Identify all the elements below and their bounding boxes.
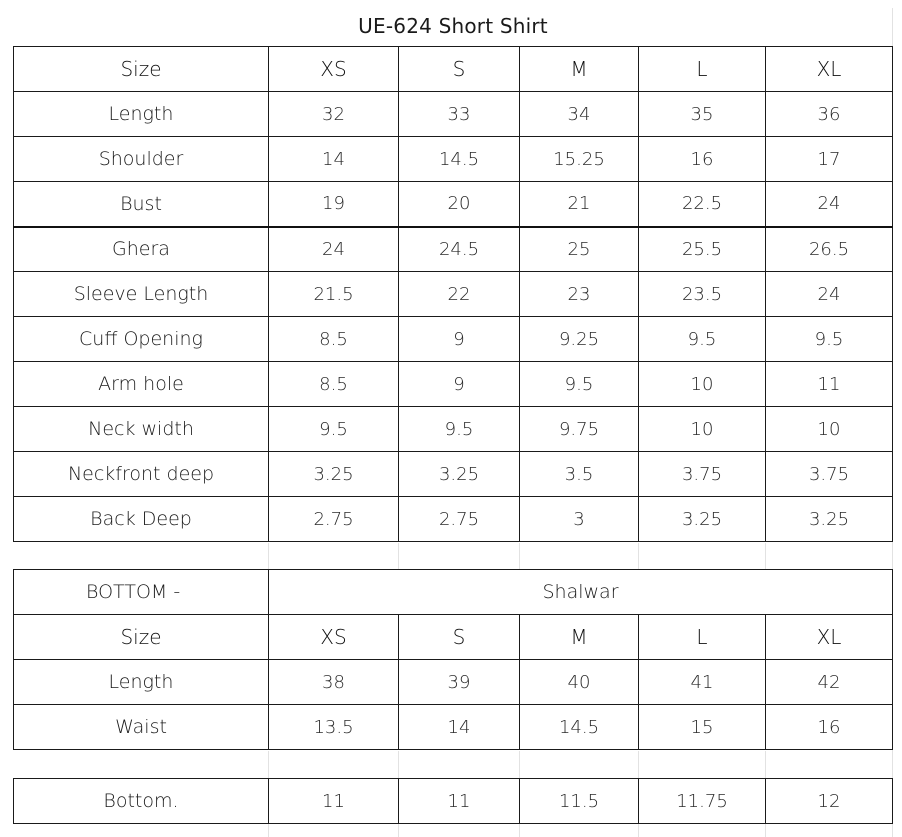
gridline: [268, 751, 269, 778]
table-cell: 9.5: [639, 317, 766, 362]
table-cell: 11.5: [520, 779, 639, 824]
table-row: [14, 227, 893, 272]
table-row: [14, 660, 893, 705]
table-cell: 41: [639, 660, 766, 705]
table-cell: 10: [766, 407, 893, 452]
header-cell: XS: [269, 615, 399, 660]
table-cell: 12: [766, 779, 893, 824]
table-row: [14, 407, 893, 452]
table-cell: 9.5: [269, 407, 399, 452]
header-cell: S: [399, 615, 520, 660]
table-cell: 20: [399, 182, 520, 227]
gridline: [638, 543, 639, 569]
table-cell: 22: [399, 272, 520, 317]
row-label: Shoulder: [14, 137, 269, 182]
table-cell: 11: [399, 779, 520, 824]
table-cell: 33: [399, 92, 520, 137]
table-cell: 3.25: [399, 452, 520, 497]
table-cell: 3.25: [269, 452, 399, 497]
shirt-size-table: [13, 46, 893, 542]
table-cell: 19: [269, 182, 399, 227]
table-cell: 23.5: [639, 272, 766, 317]
gridline: [398, 751, 399, 778]
table-cell: 34: [520, 92, 639, 137]
header-cell: M: [520, 615, 639, 660]
table-row: [14, 317, 893, 362]
bottom-title-row: [14, 570, 893, 615]
bottom-section-label: BOTTOM -: [14, 570, 269, 615]
table-cell: 25.5: [639, 227, 766, 272]
row-label: Length: [14, 660, 269, 705]
row-label: Bust: [14, 182, 269, 227]
gridline: [268, 823, 269, 837]
header-cell: XS: [269, 47, 399, 92]
row-label: Cuff Opening: [14, 317, 269, 362]
table-cell: 32: [269, 92, 399, 137]
table-cell: 2.75: [269, 497, 399, 542]
table-cell: 11: [766, 362, 893, 407]
header-cell: XL: [766, 615, 893, 660]
row-label: Neck width: [14, 407, 269, 452]
table-cell: 8.5: [269, 362, 399, 407]
table-cell: 9: [399, 362, 520, 407]
row-label: Sleeve Length: [14, 272, 269, 317]
table-cell: 38: [269, 660, 399, 705]
table-cell: 9.25: [520, 317, 639, 362]
table-cell: 24: [269, 227, 399, 272]
table-cell: 9.75: [520, 407, 639, 452]
row-label: Back Deep: [14, 497, 269, 542]
table-row: [14, 705, 893, 750]
table-row: [14, 452, 893, 497]
gridline: [765, 543, 766, 569]
gridline: [519, 751, 520, 778]
header-cell: M: [520, 47, 639, 92]
table-cell: 9: [399, 317, 520, 362]
row-label: Neckfront deep: [14, 452, 269, 497]
header-cell: Size: [14, 615, 269, 660]
table-row: [14, 272, 893, 317]
table-cell: 16: [639, 137, 766, 182]
page-title: UE-624 Short Shirt: [358, 14, 548, 38]
header-cell: S: [399, 47, 520, 92]
gridline: [398, 823, 399, 837]
table-cell: 25: [520, 227, 639, 272]
table-cell: 11: [269, 779, 399, 824]
table-cell: 22.5: [639, 182, 766, 227]
row-label: Arm hole: [14, 362, 269, 407]
table-cell: 14: [399, 705, 520, 750]
header-cell: L: [639, 615, 766, 660]
table-row: [14, 92, 893, 137]
table-cell: 15.25: [520, 137, 639, 182]
table-cell: 10: [639, 407, 766, 452]
table-cell: 11.75: [639, 779, 766, 824]
bottom-type-label: Shalwar: [269, 570, 893, 615]
bottom-size-table: [13, 569, 893, 750]
table-cell: 3.75: [766, 452, 893, 497]
row-label: Ghera: [14, 227, 269, 272]
table-cell: 26.5: [766, 227, 893, 272]
table-row: [14, 779, 893, 824]
table-cell: 39: [399, 660, 520, 705]
table-cell: 3.75: [639, 452, 766, 497]
table-cell: 17: [766, 137, 893, 182]
table-cell: 3.5: [520, 452, 639, 497]
table-cell: 3.25: [766, 497, 893, 542]
table-cell: 23: [520, 272, 639, 317]
table-cell: 3.25: [639, 497, 766, 542]
gridline: [519, 823, 520, 837]
table-cell: 40: [520, 660, 639, 705]
table-cell: 10: [639, 362, 766, 407]
gridline: [519, 543, 520, 569]
table-row: [14, 137, 893, 182]
header-cell: XL: [766, 47, 893, 92]
table-row: [14, 497, 893, 542]
table-header-row: [14, 615, 893, 660]
gridline: [765, 751, 766, 778]
table-cell: 24: [766, 272, 893, 317]
gridline: [398, 543, 399, 569]
table-cell: 14.5: [399, 137, 520, 182]
gridline: [765, 823, 766, 837]
table-row: [14, 362, 893, 407]
bottom-opening-table: [13, 778, 893, 824]
table-cell: 16: [766, 705, 893, 750]
table-cell: 24: [766, 182, 893, 227]
table-cell: 13.5: [269, 705, 399, 750]
gridline: [638, 823, 639, 837]
table-cell: 14: [269, 137, 399, 182]
table-cell: 36: [766, 92, 893, 137]
table-cell: 9.5: [766, 317, 893, 362]
table-cell: 8.5: [269, 317, 399, 362]
table-cell: 21.5: [269, 272, 399, 317]
gridline: [638, 751, 639, 778]
header-cell: Size: [14, 47, 269, 92]
table-cell: 15: [639, 705, 766, 750]
table-cell: 9.5: [520, 362, 639, 407]
header-cell: L: [639, 47, 766, 92]
table-cell: 42: [766, 660, 893, 705]
table-cell: 2.75: [399, 497, 520, 542]
row-label: Bottom.: [14, 779, 269, 824]
table-cell: 35: [639, 92, 766, 137]
table-cell: 24.5: [399, 227, 520, 272]
table-cell: 3: [520, 497, 639, 542]
table-row: [14, 182, 893, 227]
table-cell: 9.5: [399, 407, 520, 452]
table-cell: 14.5: [520, 705, 639, 750]
row-label: Waist: [14, 705, 269, 750]
row-label: Length: [14, 92, 269, 137]
gridline: [268, 543, 269, 569]
table-header-row: [14, 47, 893, 92]
table-cell: 21: [520, 182, 639, 227]
